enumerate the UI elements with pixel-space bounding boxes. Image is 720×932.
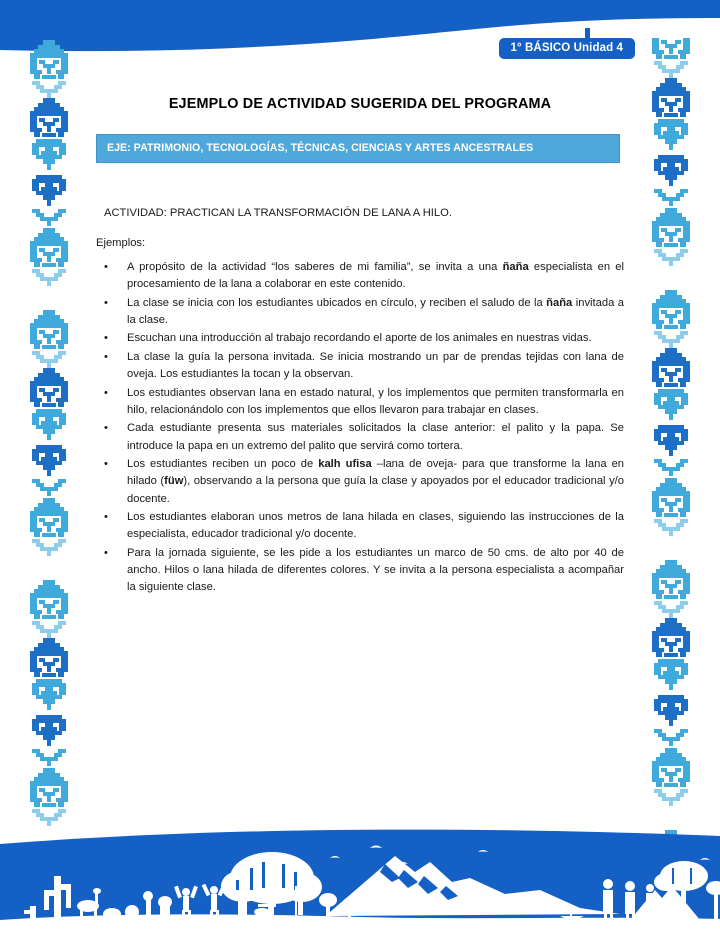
page-title: EJEMPLO DE ACTIVIDAD SUGERIDA DEL PROGRAMA [168, 96, 552, 112]
eje-banner: EJE: PATRIMONIO, TECNOLOGÍAS, TÉCNICAS, CIENCIAS Y ARTES ANCESTRALES [96, 134, 620, 163]
bullet-item [96, 456, 624, 508]
activity-heading: ACTIVIDAD: PRACTICAN LA TRANSFORMACIÓN DE LANA A HILO. [104, 207, 452, 219]
bullet-marker: • [104, 296, 108, 309]
bullet-item [96, 349, 624, 384]
bullet-text: Los estudiantes observan lana en estado natural, y los implementos que permiten transformarla en hilo, relacionándolo con los implementos que ellos llevaron para trabajar en clases. [127, 386, 624, 416]
unit-badge: 1° BÁSICO Unidad 4 [499, 38, 635, 59]
activity-bullet-list [96, 259, 624, 597]
bullet-text: A propósito de la actividad “los saberes de mi familia”, se invita a una ñaña especialista en el procesamiento de la lana a colaborar en este contenido. [127, 261, 625, 291]
right-decorative-border [648, 38, 694, 874]
bullet-marker: • [104, 511, 108, 524]
bullet-item [96, 259, 624, 294]
bullet-text: La clase la guía la persona invitada. Se inicia mostrando un par de prendas tejidas con lana de oveja. Los estudiantes la tocan y la observan. [127, 350, 624, 381]
bullet-marker: • [104, 386, 108, 399]
left-decorative-border [26, 38, 72, 874]
bullet-marker: • [104, 332, 108, 345]
bullet-marker: • [104, 261, 108, 273]
motif-strip-right [648, 38, 694, 874]
bottom-illustration [0, 820, 720, 932]
bullet-marker: • [104, 350, 108, 363]
bullet-text: Para la jornada siguiente, se les pide a los estudiantes un marco de 50 cms. de alto por 40 de ancho. Hilos o lana hilada de diferentes colores. Y se invita a la persona especialista a acompañar la siguiente clase. [127, 546, 624, 594]
bullet-item [96, 330, 624, 347]
motif-strip-left [26, 38, 72, 874]
bullet-item [96, 420, 624, 455]
bullet-text: La clase se inicia con los estudiantes ubicados en círculo, y reciben el saludo de la ñaña invitada a la clase. [127, 296, 624, 327]
bullet-text: Los estudiantes reciben un poco de kalh ufisa –lana de oveja- para que transforme la lana en hilado (füw), observando a la persona que guía la clase y apoyados por el educador tradicional y/o docente. [127, 457, 625, 505]
bullet-marker: • [104, 422, 108, 435]
bullet-text: Los estudiantes elaboran unos metros de lana hilada en clases, siguiendo las instrucciones de la especialista, educador tradicional y/o docente. [127, 511, 624, 541]
bullet-marker: • [104, 546, 108, 559]
examples-label: Ejemplos: [96, 237, 146, 249]
bullet-marker: • [104, 457, 108, 470]
bullet-item [96, 509, 624, 544]
bullet-text: Cada estudiante presenta sus materiales solicitados la clase anterior: el palito y la papa. Se introduce la papa en un extremo del palito que servirá como tortera. [127, 422, 624, 452]
bullet-text: Escuchan una introducción al trabajo recordando el aporte de los animales en nuestras vidas. [127, 332, 592, 345]
document-content [96, 96, 624, 598]
bullet-item [96, 385, 624, 420]
bullet-item [96, 295, 624, 330]
bullet-item [96, 545, 624, 597]
